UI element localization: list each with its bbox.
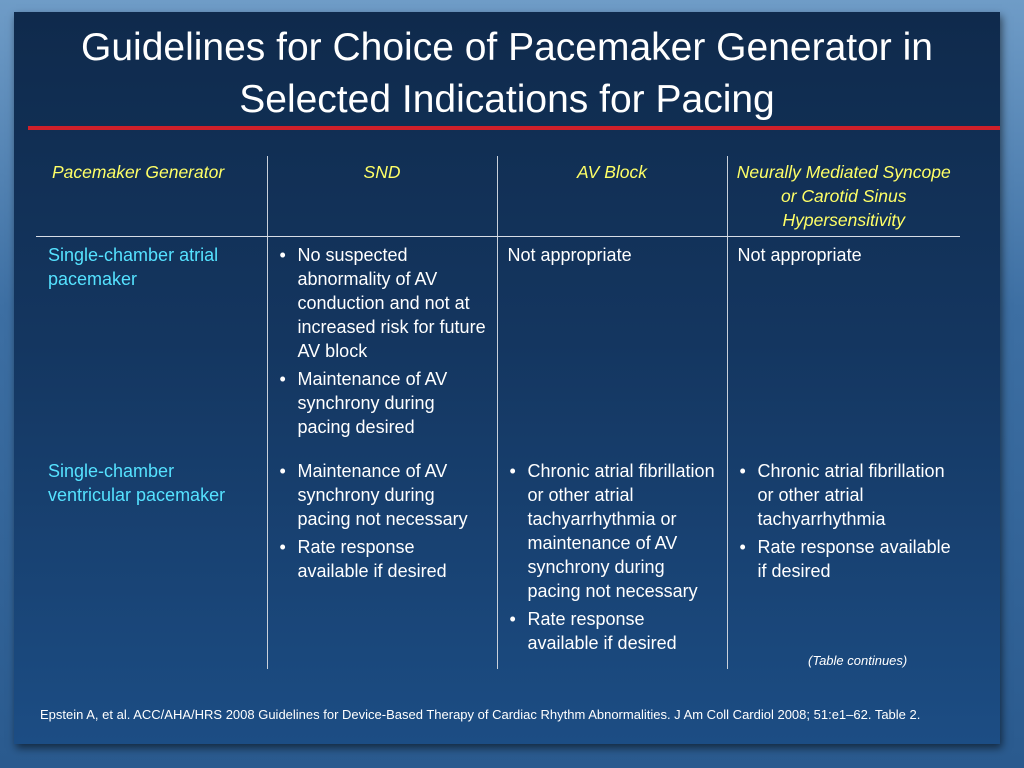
table-row	[36, 453, 960, 669]
table-continues-note: (Table continues)	[808, 653, 908, 668]
table-header-row	[36, 156, 960, 237]
list-item: • Rate response available if desired	[508, 607, 719, 655]
header-syncope: Neurally Mediated Syncope or Carotid Sinus Hypersensitivity	[727, 156, 960, 237]
table-row	[36, 237, 960, 454]
title-divider	[28, 126, 1000, 130]
row-atrial-snd	[267, 237, 497, 454]
list-item: • Maintenance of AV synchrony during pacing desired	[278, 367, 489, 439]
row-ventricular-syncope	[727, 453, 960, 669]
header-pacemaker-generator: Pacemaker Generator	[36, 156, 267, 237]
row-ventricular-generator: Single-chamber ventricular pacemaker	[48, 461, 226, 505]
list-item: • Chronic atrial fibrillation or other atrial tachyarrhythmia or maintenance of AV synchrony during pacing not necessary	[508, 459, 719, 603]
list-item: • Rate response available if desired	[738, 535, 953, 583]
header-av-block: AV Block	[497, 156, 727, 237]
slide-title: Guidelines for Choice of Pacemaker Generator in Selected Indications for Pacing	[81, 26, 933, 121]
row-ventricular-snd	[267, 453, 497, 669]
row-atrial-syncope: Not appropriate	[727, 237, 960, 454]
citation: Epstein A, et al. ACC/AHA/HRS 2008 Guidelines for Device-Based Therapy of Cardiac Rhythm Abnormalities. J Am Coll Cardiol 2008; 51:e1–62. Table 2.	[40, 707, 921, 722]
header-snd: SND	[267, 156, 497, 237]
row-atrial-av-block: Not appropriate	[497, 237, 727, 454]
guidelines-table	[36, 156, 960, 669]
list-item: • Maintenance of AV synchrony during pacing not necessary	[278, 459, 489, 531]
list-item: • No suspected abnormality of AV conduction and not at increased risk for future AV block	[278, 243, 489, 363]
list-item: • Rate response available if desired	[278, 535, 489, 583]
list-item: • Chronic atrial fibrillation or other atrial tachyarrhythmia	[738, 459, 953, 531]
row-ventricular-av-block	[497, 453, 727, 669]
row-atrial-generator: Single-chamber atrial pacemaker	[48, 245, 219, 289]
